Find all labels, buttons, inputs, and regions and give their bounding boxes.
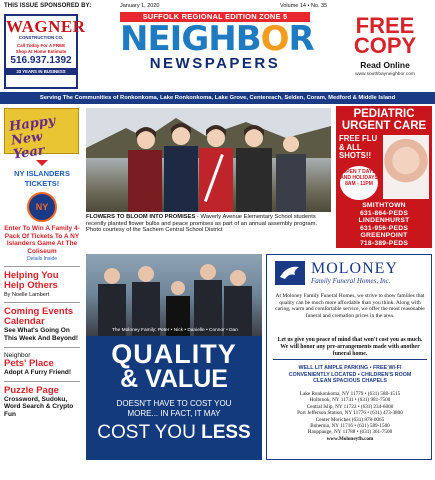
- location-line: Center Moriches (631) 878-0065: [315, 416, 385, 423]
- masthead-title: [120, 19, 314, 59]
- divider: [4, 266, 80, 267]
- location-name: LINDENHURST: [358, 217, 410, 225]
- left-sidebar: [4, 160, 80, 419]
- location-name: SMITHTOWN: [362, 202, 406, 209]
- quality-subtext: [86, 399, 262, 419]
- islanders-details-link[interactable]: Details Inside: [26, 256, 57, 263]
- pets-pre: Neighbor: [4, 351, 31, 359]
- divider: [273, 359, 427, 360]
- site-url-link[interactable]: www.southbayneighbor.com: [355, 72, 415, 77]
- location-line: Bohemia, NY 11716 • (631) 589-1500: [310, 423, 390, 430]
- moloney-tagline: Family Funeral Homes, Inc.: [311, 277, 391, 285]
- divider: [4, 302, 80, 303]
- wagner-phone: 516.937.1392: [10, 55, 72, 66]
- feature-line: WELL LIT AMPLE PARKING • FREE WI-FI: [298, 365, 402, 371]
- location-line: Hauppauge, NY 11788 • (631) 361-7500: [307, 429, 393, 436]
- islanders-logo-icon: [27, 192, 57, 222]
- baby-photo: [383, 135, 429, 199]
- issue-volume: Volume 14 • No. 35: [280, 3, 328, 9]
- pets-body: Adopt A Furry Friend!: [4, 369, 72, 377]
- urgent-care-flu: FREE FLU & ALL SHOTS!!: [339, 134, 378, 160]
- location-line: Lake Ronkonkoma, NY 11779 • (631) 588-1515: [299, 391, 401, 397]
- moloney-website-link[interactable]: www.Moloneyfh.com: [326, 435, 374, 442]
- new-year-text: [8, 112, 80, 163]
- wagner-sub: CONSTRUCTION CO.: [18, 35, 64, 40]
- moloney-logo: [273, 259, 427, 287]
- family-caption: The Moloney Family: Peter • Nick • Danielle • Connor • Dan: [112, 328, 238, 333]
- helping-heading[interactable]: Helping You Help Others: [4, 270, 59, 292]
- location-line: Holbrook, NY 11741 • (631) 981-7500: [309, 397, 391, 404]
- lead-photo-caption: [86, 214, 331, 234]
- quality-heading: QUALITY: [111, 339, 237, 369]
- family-photo: [86, 254, 262, 336]
- puzzle-body: Crossword, Sudoku, Word Search & Crypto Fun: [4, 395, 74, 418]
- cost-less-line: [86, 422, 262, 444]
- less-word: LESS: [201, 422, 251, 443]
- location-phone: 631-864-PEDS: [359, 209, 409, 217]
- urgent-care-ad[interactable]: [336, 106, 432, 248]
- new-year-text-1: Happy: [8, 113, 57, 135]
- feature-line: CLEAN SPACIOUS CHAPELS: [313, 378, 387, 384]
- quality-subtext-2: MORE... IN FACT, IT MAY: [127, 409, 221, 418]
- quality-subtext-1: DOESN'T HAVE TO COST YOU: [116, 399, 232, 408]
- urgent-care-title: PEDIATRIC URGENT CARE: [336, 106, 432, 132]
- free-copy: [340, 13, 430, 58]
- value-heading: & VALUE: [120, 365, 228, 393]
- dove-icon: [275, 261, 305, 285]
- free-label: FREE: [355, 13, 415, 38]
- lead-photo[interactable]: [86, 108, 331, 212]
- cost-you: COST YOU: [97, 422, 202, 443]
- caption-headline: FLOWERS TO BLOOM INTO PROMISES: [86, 214, 196, 220]
- moloney-features: [273, 365, 427, 385]
- divider: [4, 381, 80, 382]
- pets-heading[interactable]: Pets' Place: [4, 358, 54, 370]
- wagner-cta-1: Call Today For A FREE: [16, 43, 66, 48]
- location-phone: 718-389-PEDS: [359, 239, 409, 247]
- new-year-text-2: New Year: [10, 129, 46, 163]
- issue-date: January 1, 2020: [120, 3, 160, 9]
- location-phone: 631-956-PEDS: [359, 224, 409, 232]
- chevron-down-icon: [36, 160, 48, 166]
- new-year-card: [4, 108, 79, 163]
- location-line: Central Islip, NY 11722 • (631) 234-6000: [306, 403, 394, 410]
- caption-text: - Waverly Avenue Elementary School students recently planted flower bulbs and peace promises as part of an annual assembly program. Photo courtesy of the Sachem Central School District: [86, 214, 318, 234]
- wagner-cta: [6, 43, 76, 54]
- lead-photo-art: [86, 108, 331, 212]
- title-part-o: O: [260, 19, 289, 59]
- islanders-heading[interactable]: NY ISLANDERS TICKETS!: [14, 169, 70, 188]
- moloney-name: MOLONEY: [311, 260, 398, 277]
- location-name: GREENPOINT: [360, 232, 408, 240]
- urgent-care-hours-badge: OPEN 7 DAYS AND HOLIDAYS 8AM - 11PM: [340, 166, 378, 200]
- family-photo-art: [86, 254, 262, 336]
- title-part-a: NEIGHB: [120, 19, 261, 59]
- copy-label: COPY: [353, 33, 417, 58]
- urgent-care-locations: [336, 202, 432, 248]
- quality-value-ad[interactable]: [86, 254, 262, 460]
- moloney-body: At Moloney Family Funeral Homes, we strive to show families that quality can be much more affordable than you think. Along with caring, warm and comfortable service, we offer the most reasonable funeral and cremation prices in the area.: [275, 293, 425, 319]
- masthead-subtitle: NEWSPAPERS: [149, 55, 281, 72]
- sponsor-label: THIS ISSUE SPONSORED BY:: [4, 3, 92, 9]
- moloney-locations: [273, 391, 427, 442]
- communities-banner: Serving The Communities of Ronkonkoma, Lake Ronkonkoma, Lake Grove, Centereach, Selden, Coram, Medford & Middle Island: [0, 92, 435, 104]
- wagner-years: 33 YEARS IN BUSINESS: [6, 68, 76, 75]
- puzzle-heading[interactable]: Puzzle Page: [4, 384, 59, 396]
- helping-byline: By Noelle Lambert: [4, 292, 50, 299]
- title-part-b: R: [288, 19, 314, 59]
- moloney-bold: Let us give you peace of mind that won't cost you as much. We will honor any pre-arrangements made with another funeral home.: [277, 337, 423, 357]
- feature-line: CONVENIENTLY LOCATED • CHILDREN'S ROOM: [288, 371, 412, 378]
- events-body: See What's Going On This Week And Beyond!: [4, 327, 79, 342]
- islanders-body: Enter To Win A Family 4-Pack Of Tickets To A NY Islanders Game At The Coliseum: [4, 225, 80, 255]
- location-line: Port Jefferson Station, NY 11776 • (631) 473-3800: [297, 410, 403, 417]
- events-heading[interactable]: Coming Events Calendar: [4, 306, 74, 328]
- read-online-link[interactable]: Read Online: [360, 60, 410, 70]
- zone-banner: SUFFOLK REGIONAL EDITION ZONE 5: [120, 12, 310, 22]
- wagner-logo: WAGNER: [6, 17, 86, 36]
- moloney-ad[interactable]: [266, 254, 432, 460]
- wagner-cta-2: Shop At Home Estimate: [15, 48, 67, 54]
- divider: [4, 347, 80, 348]
- wagner-ad[interactable]: [4, 14, 86, 89]
